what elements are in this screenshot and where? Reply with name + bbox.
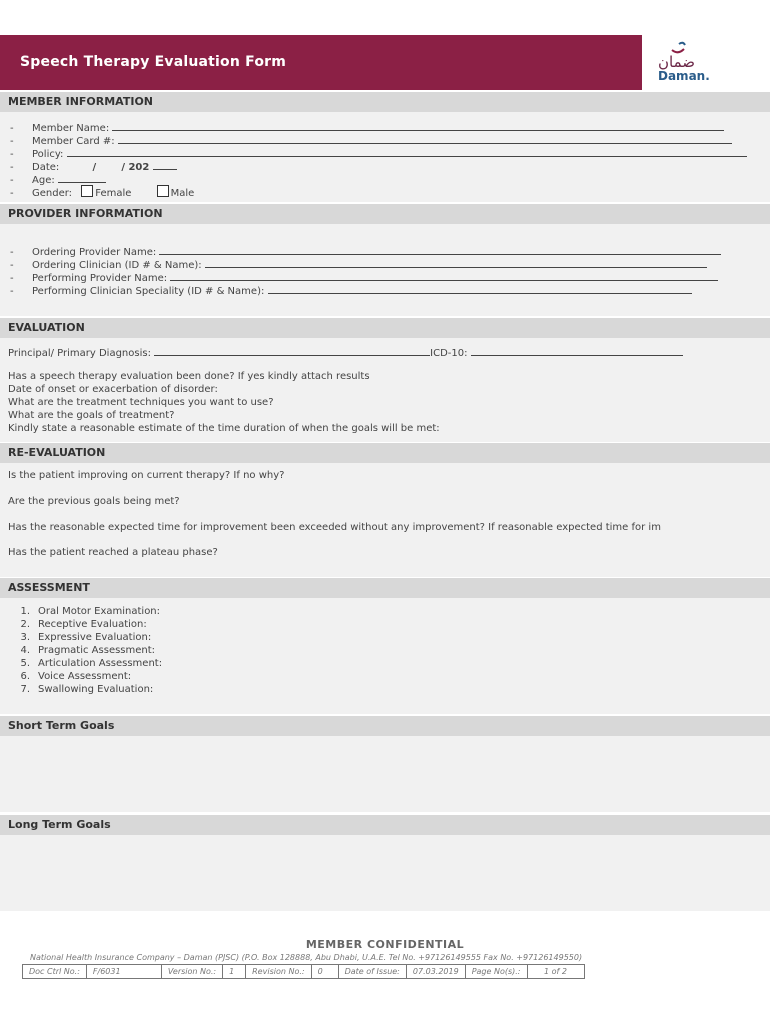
gender-row: - Gender: Female Male (10, 185, 194, 199)
form-header (0, 35, 770, 90)
ordering-clinician-row: - Ordering Clinician (ID # & Name): (10, 257, 707, 271)
evaluation-heading: EVALUATION (0, 318, 770, 338)
evaluation-question: What are the treatment techniques you want to use? (8, 397, 274, 408)
icd-field[interactable] (471, 345, 683, 356)
assessment-item: 6. Voice Assessment: (20, 671, 132, 682)
member-confidential-label: MEMBER CONFIDENTIAL (305, 938, 465, 951)
pages-value: 1 of 2 (527, 965, 584, 979)
header-band (0, 35, 642, 90)
logo-english-text: Daman. (658, 69, 710, 83)
daman-logo (652, 39, 762, 87)
age-field[interactable] (58, 172, 106, 183)
ordering-clinician-label: Ordering Clinician (ID # & Name): (32, 260, 202, 271)
revision-label: Revision No.: (246, 965, 311, 979)
evaluation-question: Kindly state a reasonable estimate of the time duration of when the goals will be met: (8, 423, 440, 434)
provider-info-section (0, 224, 770, 316)
age-label: Age: (32, 175, 55, 186)
doc-ctrl-label: Doc Ctrl No.: (23, 965, 87, 979)
performing-provider-label: Performing Provider Name: (32, 273, 168, 284)
performing-clinician-label: Performing Clinician Speciality (ID # & Name): (32, 286, 265, 297)
performing-clinician-row: - Performing Clinician Speciality (ID # & Name): (10, 283, 692, 297)
policy-row: - Policy: (10, 146, 747, 160)
long-term-goals-heading: Long Term Goals (0, 815, 770, 835)
version-label: Version No.: (161, 965, 222, 979)
member-card-label: Member Card #: (32, 136, 115, 147)
date-separator-2: / 202 (121, 162, 150, 173)
performing-clinician-field[interactable] (268, 283, 692, 294)
assessment-item: 3. Expressive Evaluation: (20, 632, 152, 643)
reevaluation-question: Is the patient improving on current therapy? If no why? (8, 470, 285, 481)
male-checkbox[interactable] (157, 185, 169, 197)
member-card-field[interactable] (118, 133, 732, 144)
pages-label: Page No(s).: (465, 965, 527, 979)
long-term-goals-field[interactable] (0, 835, 770, 911)
age-row: - Age: (10, 172, 106, 186)
icd-label: ICD-10: (430, 348, 468, 359)
policy-label: Policy: (32, 149, 64, 160)
assessment-item: 5. Articulation Assessment: (20, 658, 163, 669)
reevaluation-question: Has the reasonable expected time for improvement been exceeded without any improvement? If reasonable expected time for im (8, 522, 661, 533)
evaluation-question: What are the goals of treatment? (8, 410, 175, 421)
member-name-label: Member Name: (32, 123, 110, 134)
diagnosis-field[interactable] (154, 345, 430, 356)
reevaluation-question: Are the previous goals being met? (8, 496, 180, 507)
document-control-table (22, 964, 585, 979)
female-label: Female (95, 188, 132, 199)
ordering-provider-label: Ordering Provider Name: (32, 247, 157, 258)
assessment-item: 1. Oral Motor Examination: (20, 606, 161, 617)
issue-label: Date of Issue: (338, 965, 406, 979)
policy-field[interactable] (67, 146, 747, 157)
doc-ctrl-value: F/6031 (86, 965, 161, 979)
gender-label: Gender: (32, 188, 73, 199)
date-separator-1: / (92, 162, 97, 173)
provider-info-heading: PROVIDER INFORMATION (0, 204, 770, 224)
logo-arabic-text: ضمان (658, 53, 695, 71)
assessment-section (0, 598, 770, 714)
assessment-heading: ASSESSMENT (0, 578, 770, 598)
company-details: National Health Insurance Company – Daman (PJSC) (P.O. Box 128888, Abu Dhabi, U.A.E. Tel No. +97126149555 Fax No. +97126149550) (30, 953, 583, 962)
issue-value: 07.03.2019 (406, 965, 465, 979)
reevaluation-question: Has the patient reached a plateau phase? (8, 547, 218, 558)
diagnosis-label: Principal/ Primary Diagnosis: (8, 348, 151, 359)
evaluation-question: Date of onset or exacerbation of disorder: (8, 384, 218, 395)
form-title: Speech Therapy Evaluation Form (20, 54, 287, 70)
member-card-row: - Member Card #: (10, 133, 732, 147)
assessment-item: 2. Receptive Evaluation: (20, 619, 147, 630)
ordering-provider-row: - Ordering Provider Name: (10, 244, 721, 258)
date-field[interactable] (153, 159, 177, 170)
date-row: - Date: / / 202 (10, 159, 177, 173)
evaluation-question: Has a speech therapy evaluation been done? If yes kindly attach results (8, 371, 370, 382)
reevaluation-section (0, 463, 770, 577)
assessment-item: 4. Pragmatic Assessment: (20, 645, 156, 656)
male-label: Male (170, 188, 195, 199)
reevaluation-heading: RE-EVALUATION (0, 443, 770, 463)
female-checkbox[interactable] (81, 185, 93, 197)
member-name-row: - Member Name: (10, 120, 724, 134)
assessment-item: 7. Swallowing Evaluation: (20, 684, 154, 695)
version-value: 1 (223, 965, 246, 979)
ordering-provider-field[interactable] (159, 244, 721, 255)
member-info-heading: MEMBER INFORMATION (0, 92, 770, 112)
performing-provider-row: - Performing Provider Name: (10, 270, 718, 284)
diagnosis-row (8, 345, 683, 359)
short-term-goals-field[interactable] (0, 736, 770, 812)
date-label: Date: (32, 162, 60, 173)
ordering-clinician-field[interactable] (205, 257, 707, 268)
evaluation-section (0, 338, 770, 442)
member-name-field[interactable] (112, 120, 724, 131)
short-term-goals-heading: Short Term Goals (0, 716, 770, 736)
member-info-section (0, 112, 770, 202)
revision-value: 0 (311, 965, 338, 979)
performing-provider-field[interactable] (170, 270, 718, 281)
